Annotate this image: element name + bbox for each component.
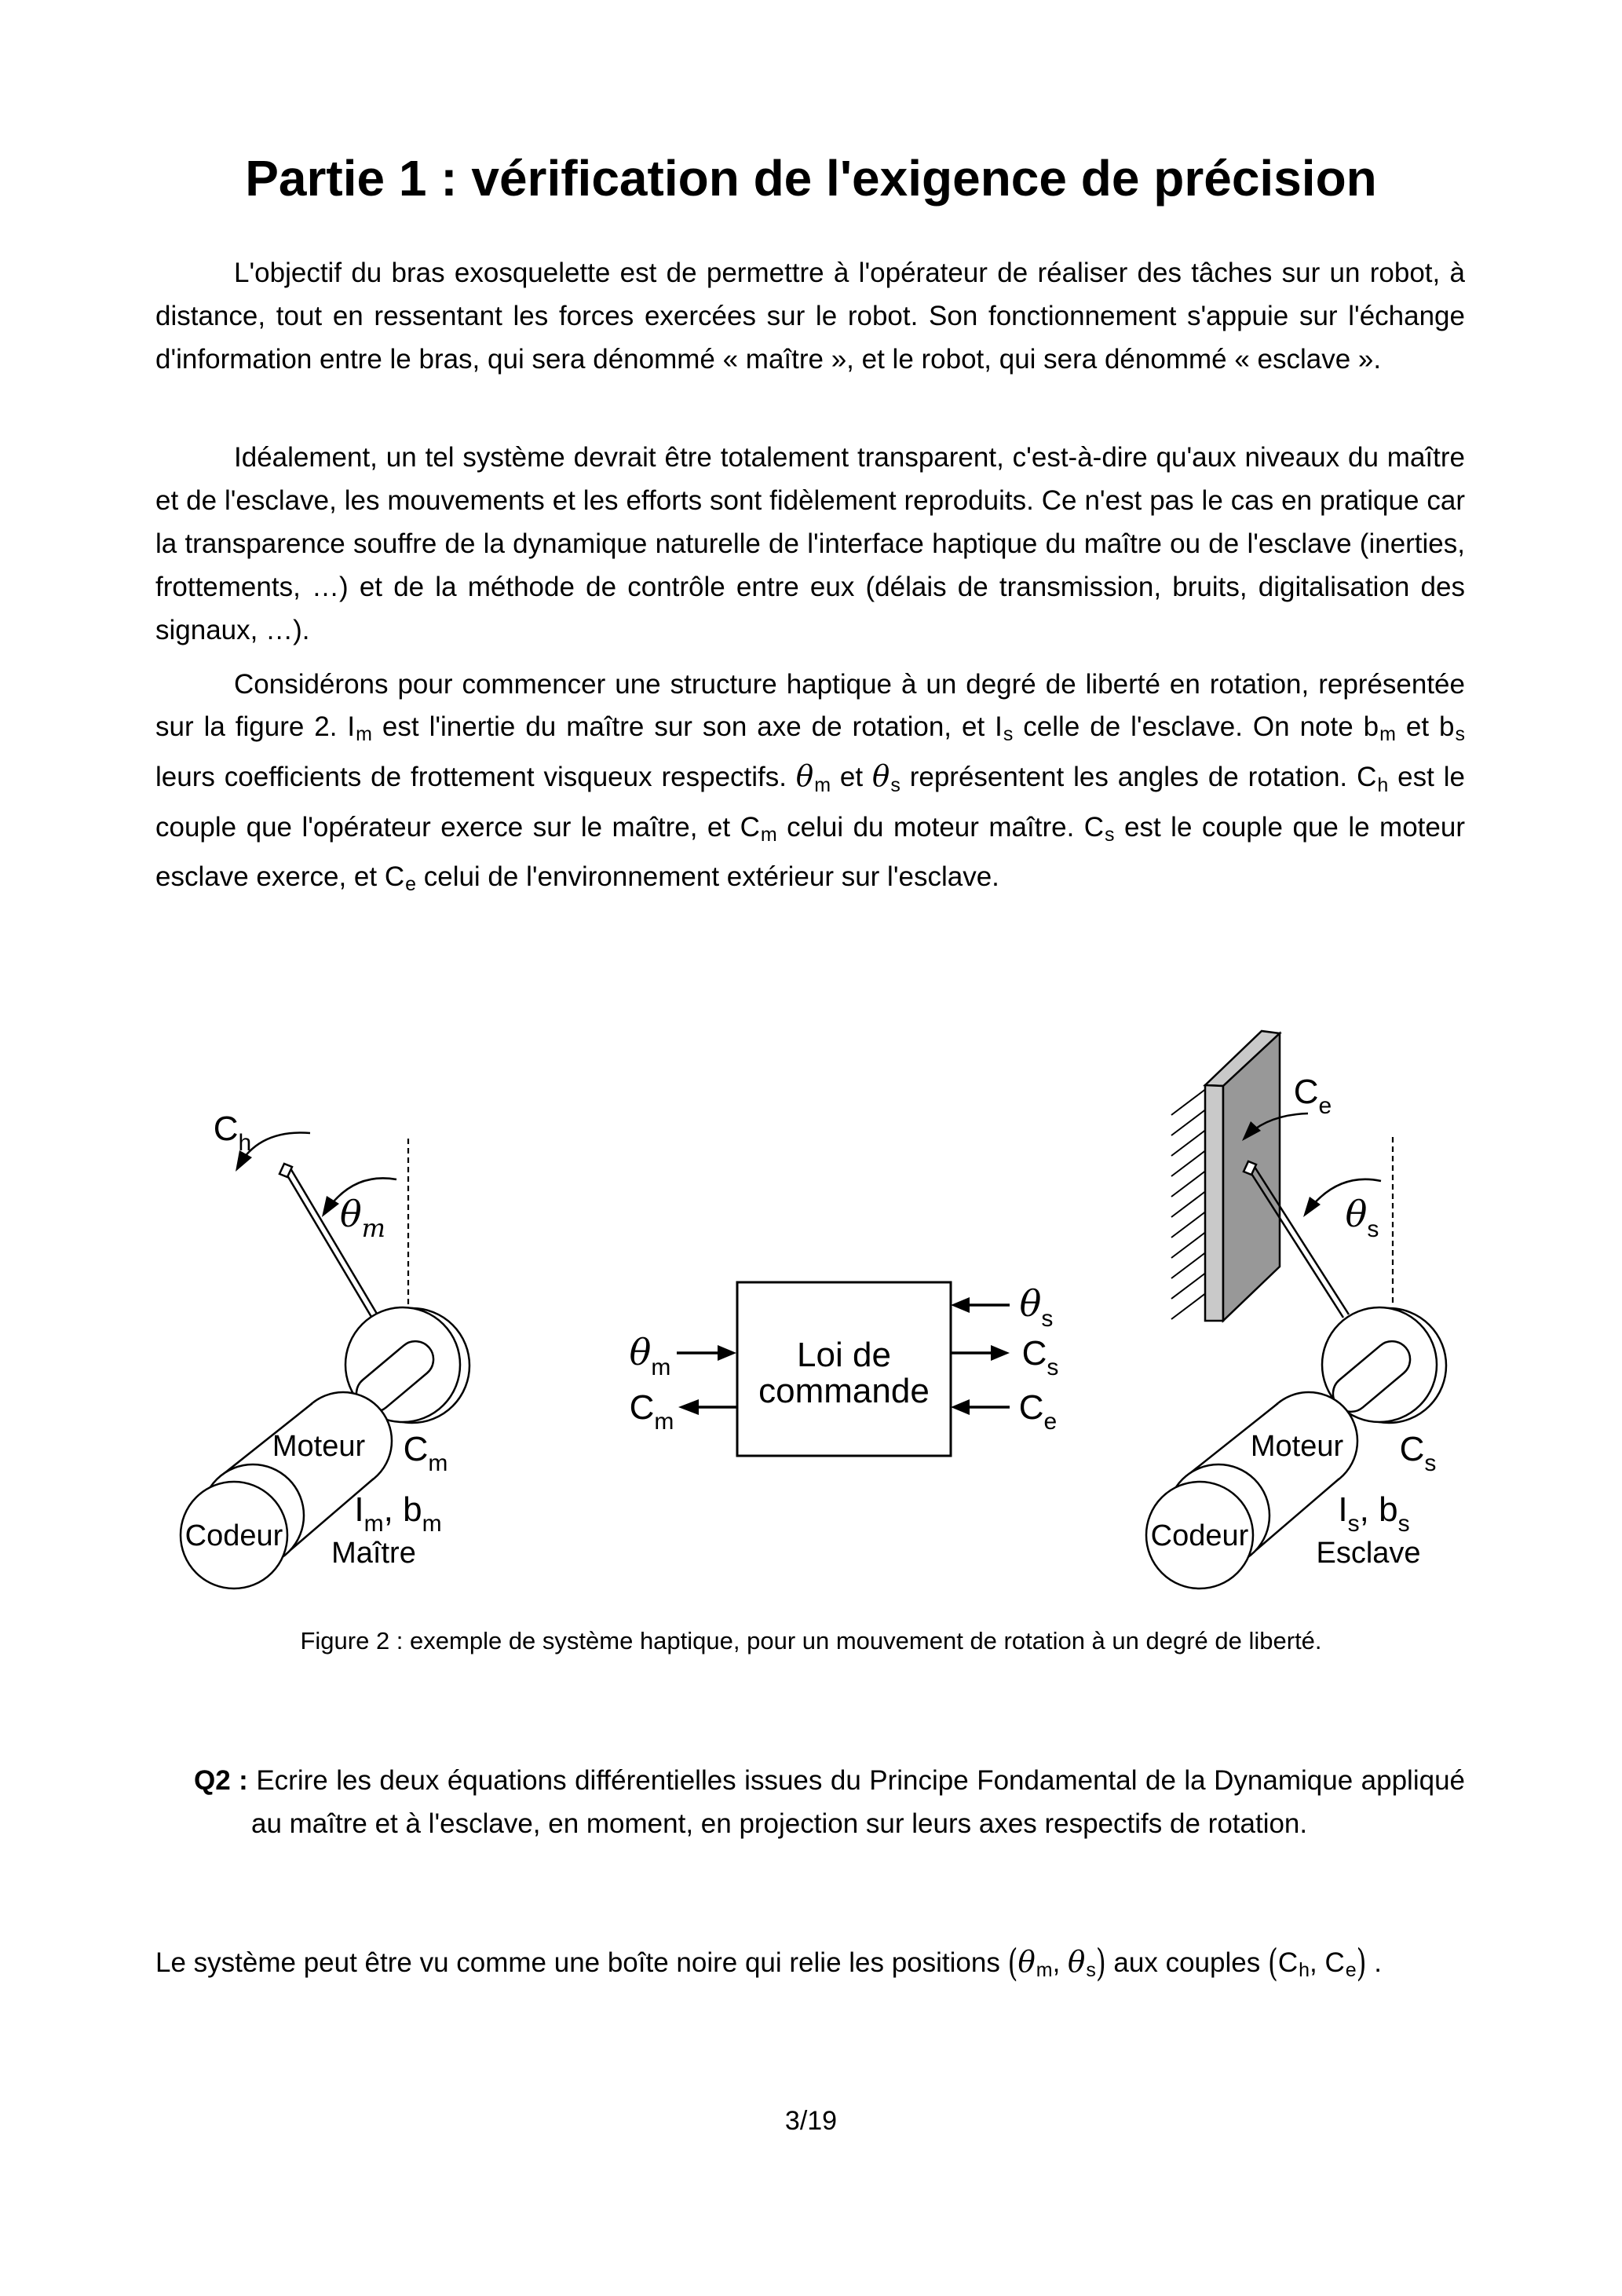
control-law-text-line2: commande	[758, 1372, 930, 1410]
page-title: Partie 1 : vérification de l'exigence de précision	[245, 150, 1377, 207]
figure-caption: Figure 2 : exemple de système haptique, pour un mouvement de rotation à un degré de liberté.	[300, 1627, 1322, 1654]
page-number: 3/19	[784, 2106, 838, 2136]
slave-theta-label: $\theta_s$	[1345, 1193, 1379, 1242]
control-law-text-line1: Loi de	[797, 1336, 891, 1374]
ce-input-arrow	[951, 1399, 1010, 1415]
slave-ce-label: $C_e$	[1293, 1073, 1332, 1119]
wall-hatching	[1171, 1088, 1207, 1319]
cm-output-arrow	[678, 1399, 737, 1415]
slave-angle-arc	[1306, 1179, 1381, 1214]
master-ch-label: $C_h$	[213, 1110, 252, 1156]
haptic-system-diagram	[0, 1005, 1622, 1602]
slave-encoder-label: Codeur	[1150, 1519, 1249, 1552]
master-inertia-label: $I_m$, $b_m$	[354, 1490, 442, 1537]
master-encoder-label: Codeur	[184, 1519, 283, 1552]
slave-motor-label: Moteur	[1250, 1430, 1344, 1463]
block-theta-m-label: $\theta_m$	[629, 1331, 671, 1380]
theta-m-input-arrow	[677, 1345, 736, 1361]
control-law-block	[677, 1282, 1010, 1456]
paragraph-transparency: Idéalement, un tel système devrait être totalement transparent, c'est-à-dire qu'aux niveaux du maître et de l'esclave, les mouvements et les efforts sont fidèlement reproduits. Ce n'est pas le cas en pratique car la transparence souffre de la dynamique naturelle de l'interface haptique du maître ou de l'esclave (inerties, frottements, …) et de la méthode de contrôle entre eux (délais de transmission, bruits, digitalisation des signaux, …).	[155, 442, 1465, 645]
block-ce-label: $C_e$	[1018, 1388, 1058, 1435]
question-q2: Q2 : Ecrire les deux équations différentielles issues du Principe Fondamental de la Dynamique appliqué au maître et à l'esclave, en moment, en projection sur leurs axes respectifs de rotation.	[194, 1765, 1465, 1839]
slave-inertia-label: $I_s$, $b_s$	[1338, 1490, 1410, 1537]
theta-s-input-arrow	[951, 1297, 1010, 1313]
paragraph-notation: Considérons pour commencer une structure haptique à un degré de liberté en rotation, représentée sur la figure 2. $I_m$ est l'inertie du maître sur son axe de rotation, et $I_s$ celle de l'esclave. On note $b_m$ et $b_s$ leurs coefficients de frottement visqueux respectifs. $\theta_m$ et $\theta_s$ représentent les angles de rotation. $C_h$ est le couple que l'opérateur exerce sur le maître, et $C_m$ celui du moteur maître. $C_s$ est le couple que le moteur esclave exerce, et $C_e$ celui de l'environnement extérieur sur l'esclave.	[155, 669, 1466, 895]
block-cs-label: $C_s$	[1021, 1334, 1059, 1380]
block-theta-s-label: $\theta_s$	[1019, 1282, 1054, 1332]
slave-name-label: Esclave	[1316, 1537, 1421, 1570]
figure-2	[0, 1005, 1622, 1602]
master-motor-label: Moteur	[272, 1430, 366, 1463]
paragraph-blackbox: Le système peut être vu comme une boîte noire qui relie les positions ($\theta_m$, $\theta_s$) aux couples ($C_h$, $C_e$) .	[155, 1940, 1382, 1985]
master-cm-label: $C_m$	[403, 1430, 448, 1476]
slave-device-diagram	[1146, 1031, 1446, 1589]
master-name-label: Maître	[331, 1537, 416, 1570]
cs-output-arrow	[951, 1345, 1010, 1361]
master-theta-label: $\theta_m$	[339, 1193, 386, 1243]
slave-cs-label: $C_s$	[1399, 1430, 1437, 1476]
block-cm-label: $C_m$	[629, 1388, 674, 1435]
paragraph-objective: L'objectif du bras exosquelette est de permettre à l'opérateur de réaliser des tâches sur un robot, à distance, tout en ressentant les forces exercées sur le robot. Son fonctionnement s'appuie sur l'échange d'information entre le bras, qui sera dénommé « maître », et le robot, qui sera dénommé « esclave ».	[155, 258, 1465, 375]
wall-panel	[1205, 1031, 1280, 1321]
